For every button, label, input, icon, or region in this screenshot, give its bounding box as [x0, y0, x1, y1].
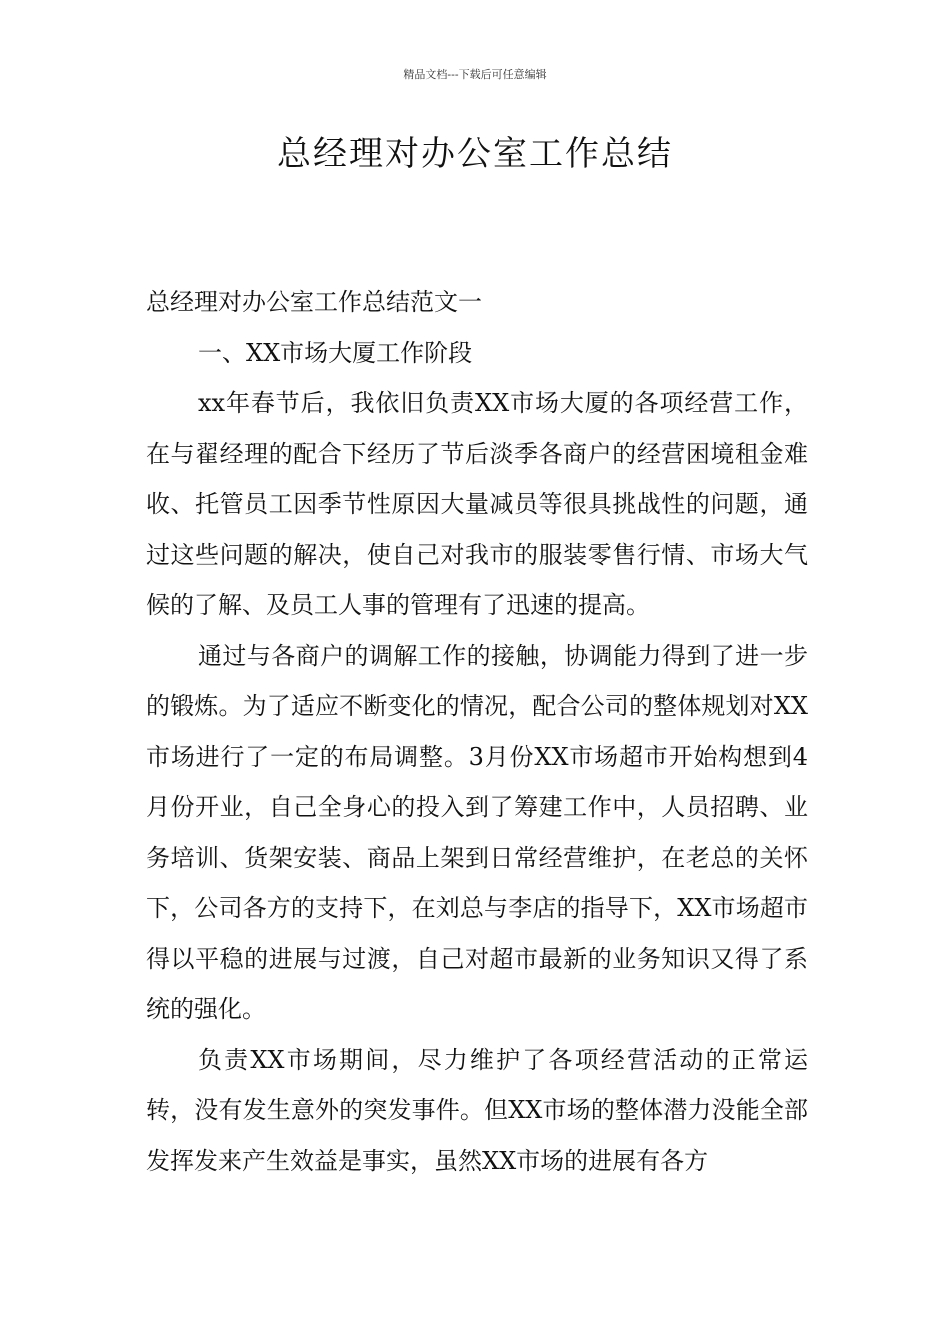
- header-note: 精品文档---下载后可任意编辑: [403, 68, 547, 81]
- section-title: 总经理对办公室工作总结范文一: [146, 288, 482, 316]
- document-body: [146, 277, 808, 1186]
- paragraph: 负责XX市场期间，尽力维护了各项经营活动的正常运转，没有发生意外的突发事件。但XX市场的整体潜力没能全部发挥发来产生效益是事实，虽然XX市场的进展有各方: [146, 1045, 808, 1175]
- document-title: 总经理对办公室工作总结: [277, 134, 673, 174]
- paragraph: xx年春节后，我依旧负责XX市场大厦的各项经营工作，在与翟经理的配合下经历了节后淡季各商户的经营困境租金难收、托管员工因季节性原因大量减员等很具挑战性的问题，通过这些问题的解决，使自己对我市的服装零售行情、市场大气候的了解、及员工人事的管理有了迅速的提高。: [146, 389, 808, 619]
- subheading: 一、XX市场大厦工作阶段: [198, 338, 473, 367]
- paragraph: 通过与各商户的调解工作的接触，协调能力得到了进一步的锻炼。为了适应不断变化的情况，配合公司的整体规划对XX市场进行了一定的布局调整。3月份XX市场超市开始构想到4月份开业，自己全身心的投入到了筹建工作中，人员招聘、业务培训、货架安装、商品上架到日常经营维护，在老总的关怀下，公司各方的支持下，在刘总与李店的指导下，XX市场超市得以平稳的进展与过渡，自己对超市最新的业务知识又得了系统的强化。: [146, 641, 808, 1023]
